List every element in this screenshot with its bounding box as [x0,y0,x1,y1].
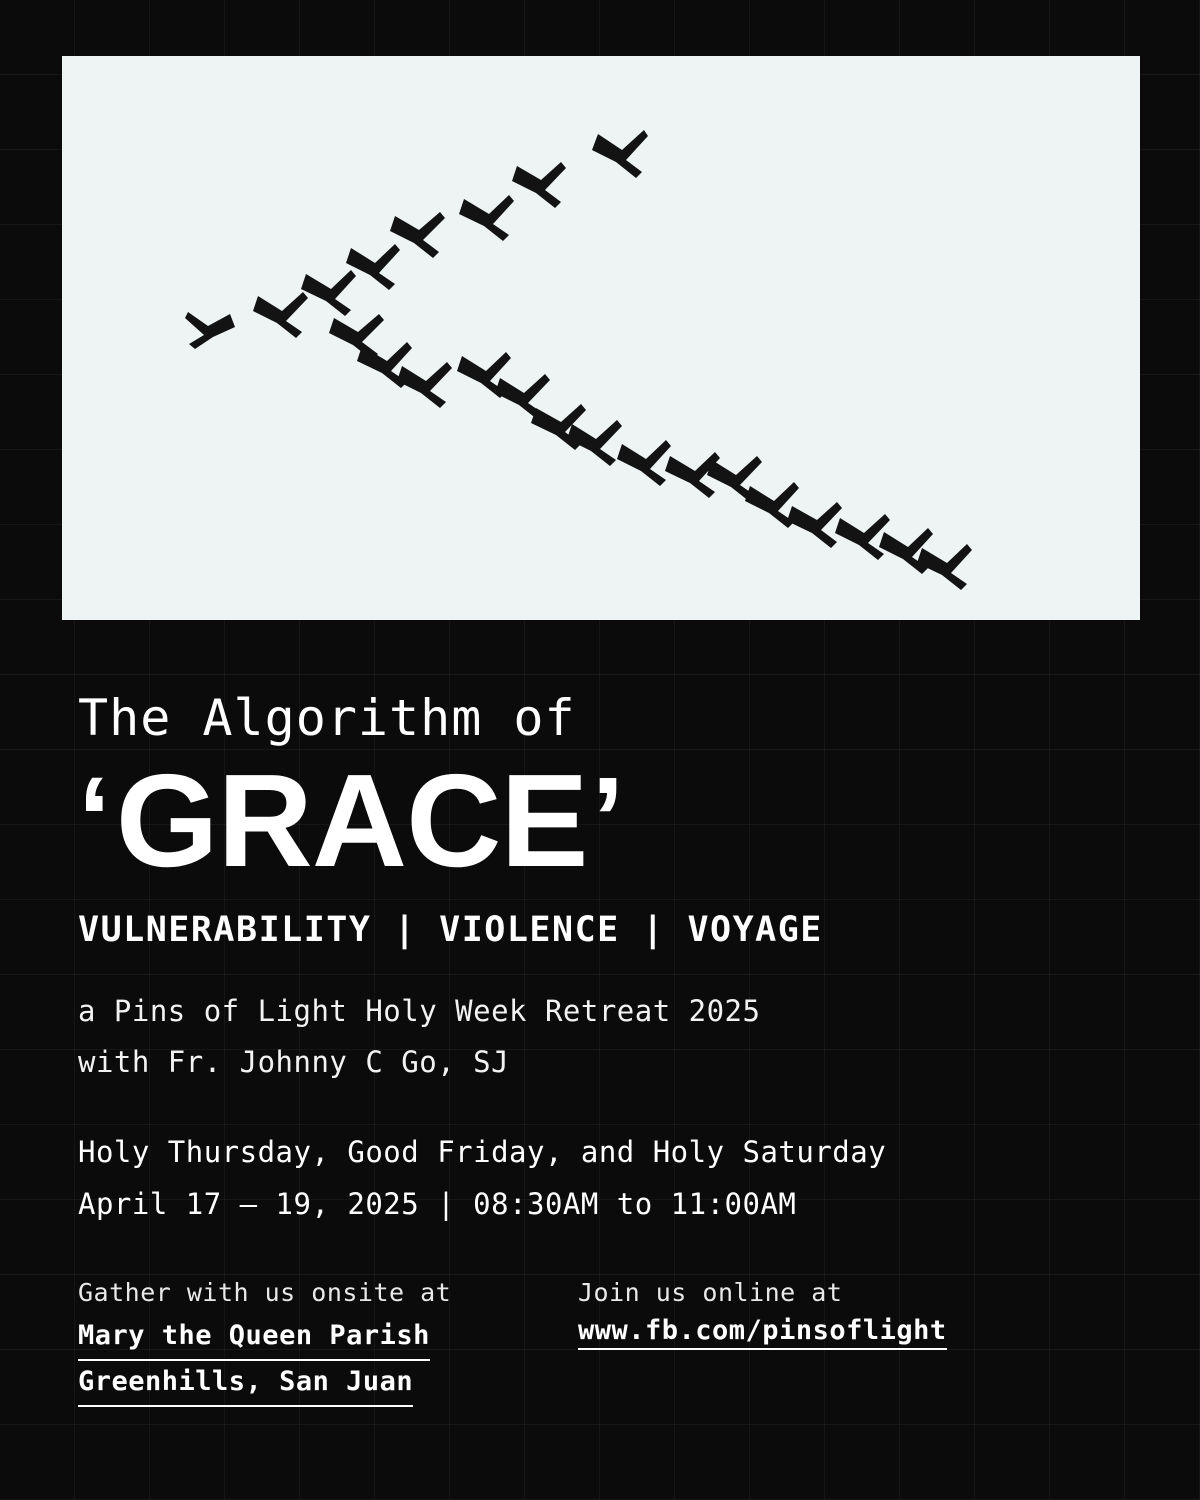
title-line-1: The Algorithm of [78,689,576,747]
open-quote-glyph: ‘ [78,752,110,885]
onsite-column [78,1278,578,1407]
page-title [78,746,1128,894]
onsite-venue-line-1: Mary the Queen Parish [78,1315,430,1361]
schedule-info [78,1126,1128,1230]
birds-illustration [62,56,1140,620]
schedule-dates-time: April 17 – 19, 2025 | 08:30AM to 11:00AM [78,1186,797,1221]
retreat-info [78,986,1128,1088]
online-link[interactable]: www.fb.com/pinsoflight [578,1315,947,1350]
title-main-word: GRACE [115,746,588,894]
subtitle-themes: VULNERABILITY | VIOLENCE | VOYAGE [78,910,823,951]
retreat-name: a Pins of Light Holy Week Retreat 2025 [78,994,761,1029]
onsite-label: Gather with us onsite at [78,1278,452,1307]
close-quote-glyph: ’ [591,752,624,885]
schedule-days: Holy Thursday, Good Friday, and Holy Saturday [78,1134,887,1169]
onsite-venue [78,1315,578,1407]
onsite-venue-line-2: Greenhills, San Juan [78,1361,413,1407]
retreat-facilitator: with Fr. Johnny C Go, SJ [78,1044,510,1079]
online-column [578,1278,1118,1407]
venue-row [78,1278,1128,1407]
hero-photo [62,56,1140,620]
online-label: Join us online at [578,1278,843,1307]
poster-content [78,690,1128,1407]
